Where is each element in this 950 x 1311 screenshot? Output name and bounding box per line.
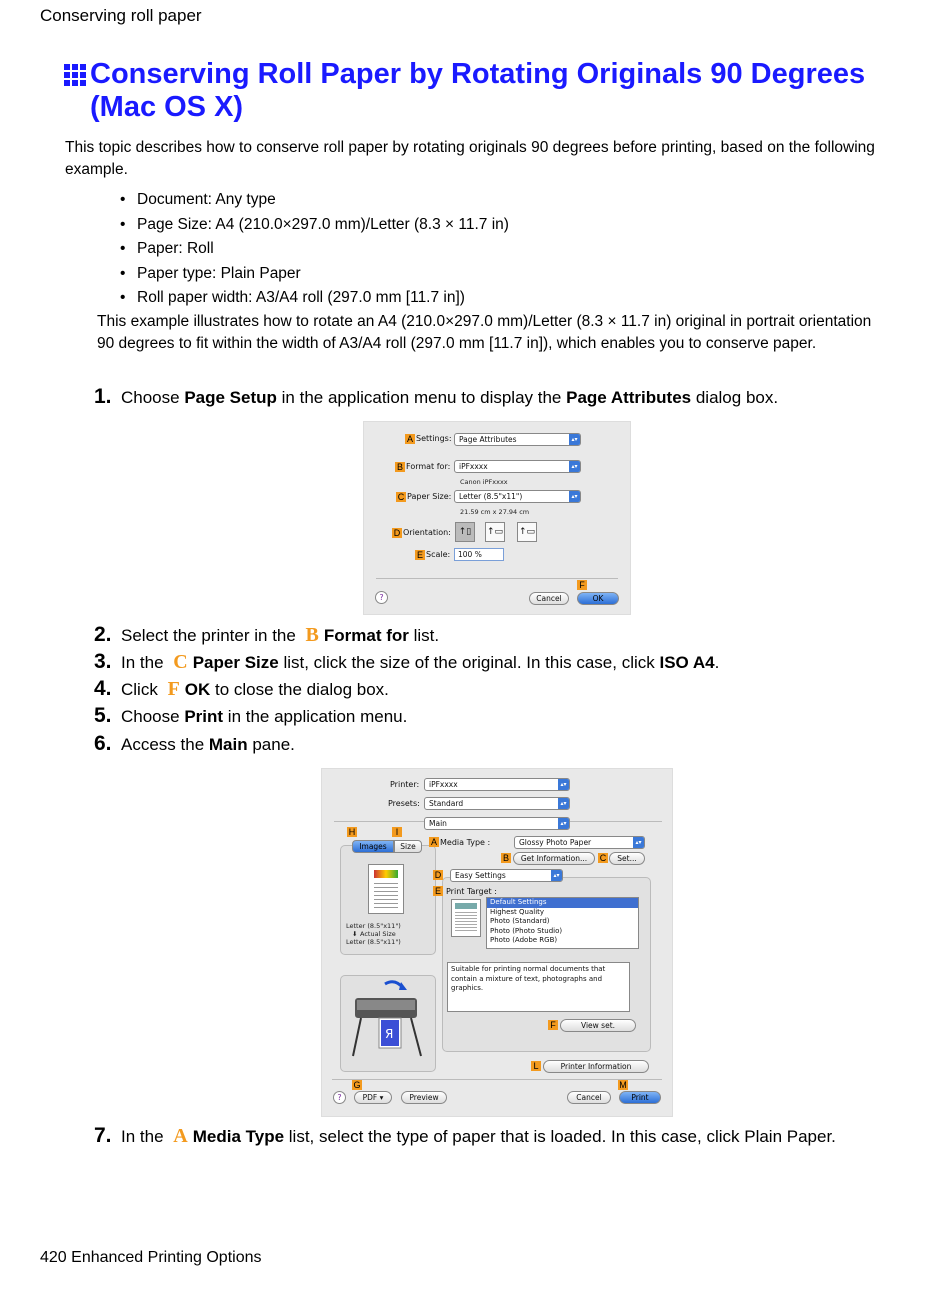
example-list xyxy=(120,188,509,311)
callout-b: B xyxy=(502,853,509,863)
preview-button[interactable]: Preview xyxy=(401,1091,447,1104)
step-bold: ISO A4 xyxy=(659,653,715,672)
scale-label: Scale: xyxy=(426,550,451,559)
step-text: In the xyxy=(121,1127,169,1146)
step-2 xyxy=(94,623,439,647)
page-footer: 420 Enhanced Printing Options xyxy=(40,1249,262,1266)
intro-paragraph: This topic describes how to conserve roll paper by rotating originals 90 degrees before printing, based on the following example. xyxy=(65,139,875,178)
callout-a: A xyxy=(430,837,437,847)
list-item: • Paper type: Plain Paper xyxy=(120,262,509,287)
step-bold: Media Type xyxy=(192,1127,285,1146)
list-item[interactable]: Highest Quality xyxy=(490,907,545,916)
easy-settings-value: Easy Settings xyxy=(455,871,506,880)
settings-value: Page Attributes xyxy=(459,435,517,444)
section-title-block xyxy=(64,58,904,124)
format-for-popup[interactable] xyxy=(454,460,581,473)
print-target-list[interactable] xyxy=(486,897,639,949)
presets-popup[interactable] xyxy=(424,797,570,810)
target-thumbnail-icon xyxy=(451,899,481,937)
get-information-button[interactable]: Get Information... xyxy=(513,852,595,865)
step-text: Choose xyxy=(121,707,185,726)
callout-letter: C xyxy=(173,651,188,673)
list-item: • Paper: Roll xyxy=(120,237,509,262)
step-text: In the xyxy=(121,653,169,672)
list-item: • Page Size: A4 (210.0×297.0 mm)/Letter (8.3 × 11.7 in) xyxy=(120,213,509,238)
step-text: pane. xyxy=(247,735,295,754)
list-item: • Document: Any type xyxy=(120,188,509,213)
paper-size-value: Letter (8.5"x11") xyxy=(459,492,523,501)
callout-l: L xyxy=(531,1061,541,1071)
step-text: list, click the size of the original. In this case, click xyxy=(278,653,660,672)
step-text: . xyxy=(714,653,720,672)
step-number: 1. xyxy=(94,385,112,408)
pane-value: Main xyxy=(429,819,447,828)
pane-popup[interactable] xyxy=(424,817,570,830)
settings-label: Settings: xyxy=(416,434,452,443)
popup-arrow-icon: ▴▾ xyxy=(569,461,580,472)
step-text: in the application menu. xyxy=(223,707,408,726)
popup-arrow-icon: ▴▾ xyxy=(558,779,569,790)
help-button[interactable]: ? xyxy=(333,1091,346,1104)
media-type-value: Glossy Photo Paper xyxy=(519,838,592,847)
callout-e: E xyxy=(434,886,441,896)
step-bold: Page Setup xyxy=(184,388,277,407)
format-value: iPFxxxx xyxy=(459,462,488,471)
step-7 xyxy=(94,1124,836,1148)
printer-label: Printer: xyxy=(390,780,420,789)
step-5 xyxy=(94,704,407,728)
portrait-icon: ↑▯ xyxy=(458,527,472,537)
step-bold: Format for xyxy=(323,626,409,645)
view-settings-button[interactable]: View set. xyxy=(560,1019,636,1032)
actual-size-arrow-icon: ⬇ xyxy=(352,930,358,938)
actual-size-label: Actual Size xyxy=(360,930,396,938)
printer-image-panel xyxy=(340,975,436,1072)
callout-c: C xyxy=(397,492,405,502)
popup-arrow-icon: ▴▾ xyxy=(551,870,562,881)
callout-f: F xyxy=(577,580,587,590)
popup-arrow-icon: ▴▾ xyxy=(633,837,644,848)
cancel-button[interactable]: Cancel xyxy=(529,592,569,605)
step-text: Select the printer in the xyxy=(121,626,301,645)
running-header: Conserving roll paper xyxy=(40,6,202,25)
step-number: 5. xyxy=(94,704,112,727)
tab-images[interactable]: Images xyxy=(352,840,394,853)
scale-input[interactable]: 100 % xyxy=(454,548,504,561)
presets-label: Presets: xyxy=(388,799,420,808)
media-type-label: Media Type : xyxy=(440,838,491,847)
callout-e: E xyxy=(416,550,423,560)
callout-a: A xyxy=(406,434,413,444)
callout-letter: B xyxy=(305,624,319,646)
paper-size-sub: 21.59 cm x 27.94 cm xyxy=(460,508,530,516)
step-4 xyxy=(94,677,389,701)
print-button[interactable]: Print xyxy=(619,1091,661,1104)
page-preview-image xyxy=(368,864,404,914)
popup-arrow-icon: ▴▾ xyxy=(569,491,580,502)
printer-value: iPFxxxx xyxy=(429,780,458,789)
printer-information-button[interactable]: Printer Information xyxy=(543,1060,649,1073)
print-target-label: Print Target : xyxy=(446,887,497,896)
popup-arrow-icon: ▴▾ xyxy=(569,434,580,445)
callout-b: B xyxy=(396,462,403,472)
presets-value: Standard xyxy=(429,799,464,808)
printer-popup[interactable] xyxy=(424,778,570,791)
orientation-label: Orientation: xyxy=(403,528,451,537)
format-sub: Canon iPFxxxx xyxy=(460,478,508,486)
callout-letter: A xyxy=(173,1125,188,1147)
step-text: dialog box. xyxy=(691,388,779,407)
ok-button[interactable]: OK xyxy=(577,592,619,605)
list-item[interactable]: Photo (Adobe RGB) xyxy=(490,936,558,944)
step-text: list, select the type of paper that is loaded. In this case, click Plain Paper. xyxy=(284,1127,836,1146)
step-number: 2. xyxy=(94,623,112,646)
popup-arrow-icon: ▴▾ xyxy=(558,818,569,829)
callout-d: D xyxy=(393,528,401,538)
list-item[interactable]: Photo (Photo Studio) xyxy=(490,926,563,935)
step-bold: Page Attributes xyxy=(566,388,692,407)
target-description: Suitable for printing normal documents that contain a mixture of text, photographs and graphics. xyxy=(447,962,630,1012)
orientation-landscape-right-button[interactable] xyxy=(517,522,537,542)
print-dialog-screenshot xyxy=(321,768,673,1117)
media-type-popup[interactable] xyxy=(514,836,645,849)
tab-size[interactable]: Size xyxy=(394,840,422,853)
paper-size-label: Paper Size: xyxy=(407,492,452,501)
size-letter-label-2: Letter (8.5"x11") xyxy=(346,938,401,946)
divider xyxy=(332,1079,662,1080)
printer-illustration-icon xyxy=(341,976,437,1073)
pdf-button[interactable]: PDF ▾ xyxy=(354,1091,392,1104)
step-text: in the application menu to display the xyxy=(276,388,567,407)
step-bold: OK xyxy=(184,680,211,699)
step-number: 4. xyxy=(94,677,112,700)
step-text: Click xyxy=(121,680,163,699)
orientation-portrait-button[interactable] xyxy=(455,522,475,542)
landscape-right-icon: ↑▭ xyxy=(518,527,536,537)
page-attributes-dialog-screenshot xyxy=(363,421,631,615)
format-label: Format for: xyxy=(406,462,451,471)
step-number: 6. xyxy=(94,732,112,755)
paper-size-popup[interactable] xyxy=(454,490,581,503)
callout-h: H xyxy=(348,827,356,837)
step-bold: Paper Size xyxy=(192,653,279,672)
step-text: list. xyxy=(408,626,440,645)
callout-i: I xyxy=(392,827,402,837)
page-title: Conserving Roll Paper by Rotating Originals 90 Degrees (Mac OS X) xyxy=(90,58,866,123)
size-letter-label: Letter (8.5"x11") xyxy=(346,922,401,930)
step-bold: Main xyxy=(208,735,248,754)
step-bold: Print xyxy=(184,707,224,726)
grid-icon xyxy=(64,64,86,86)
step-number: 7. xyxy=(94,1124,112,1147)
callout-c: C xyxy=(599,853,607,863)
callout-g: G xyxy=(353,1080,361,1090)
callout-m: M xyxy=(619,1080,627,1090)
callout-f: F xyxy=(548,1020,558,1030)
list-item: • Roll paper width: A3/A4 roll (297.0 mm [11.7 in]) xyxy=(120,286,509,311)
help-button[interactable]: ? xyxy=(375,591,388,604)
easy-settings-popup[interactable] xyxy=(450,869,563,882)
step-6 xyxy=(94,732,295,756)
callout-letter: F xyxy=(167,678,180,700)
popup-arrow-icon: ▴▾ xyxy=(558,798,569,809)
list-item[interactable]: Default Settings xyxy=(487,898,638,908)
divider xyxy=(376,578,618,579)
step-text: to close the dialog box. xyxy=(210,680,389,699)
step-3 xyxy=(94,650,719,674)
settings-popup[interactable] xyxy=(454,433,581,446)
step-text: Access the xyxy=(121,735,209,754)
cancel-button[interactable]: Cancel xyxy=(567,1091,611,1104)
example-paragraph: This example illustrates how to rotate an A4 (210.0×297.0 mm)/Letter (8.3 × 11.7 in) original in portrait orientation 90 degrees to fit within the width of A3/A4 roll (297.0 mm [11.7 in]), which enables you to conserve paper. xyxy=(97,313,872,352)
list-item[interactable]: Photo (Standard) xyxy=(490,917,550,925)
callout-d: D xyxy=(434,870,442,880)
step-1 xyxy=(94,385,778,409)
landscape-left-icon: ↑▭ xyxy=(486,527,504,537)
orientation-landscape-left-button[interactable] xyxy=(485,522,505,542)
step-number: 3. xyxy=(94,650,112,673)
step-text: Choose xyxy=(121,388,185,407)
set-button[interactable]: Set... xyxy=(609,852,645,865)
svg-text:Я: Я xyxy=(385,1027,394,1041)
